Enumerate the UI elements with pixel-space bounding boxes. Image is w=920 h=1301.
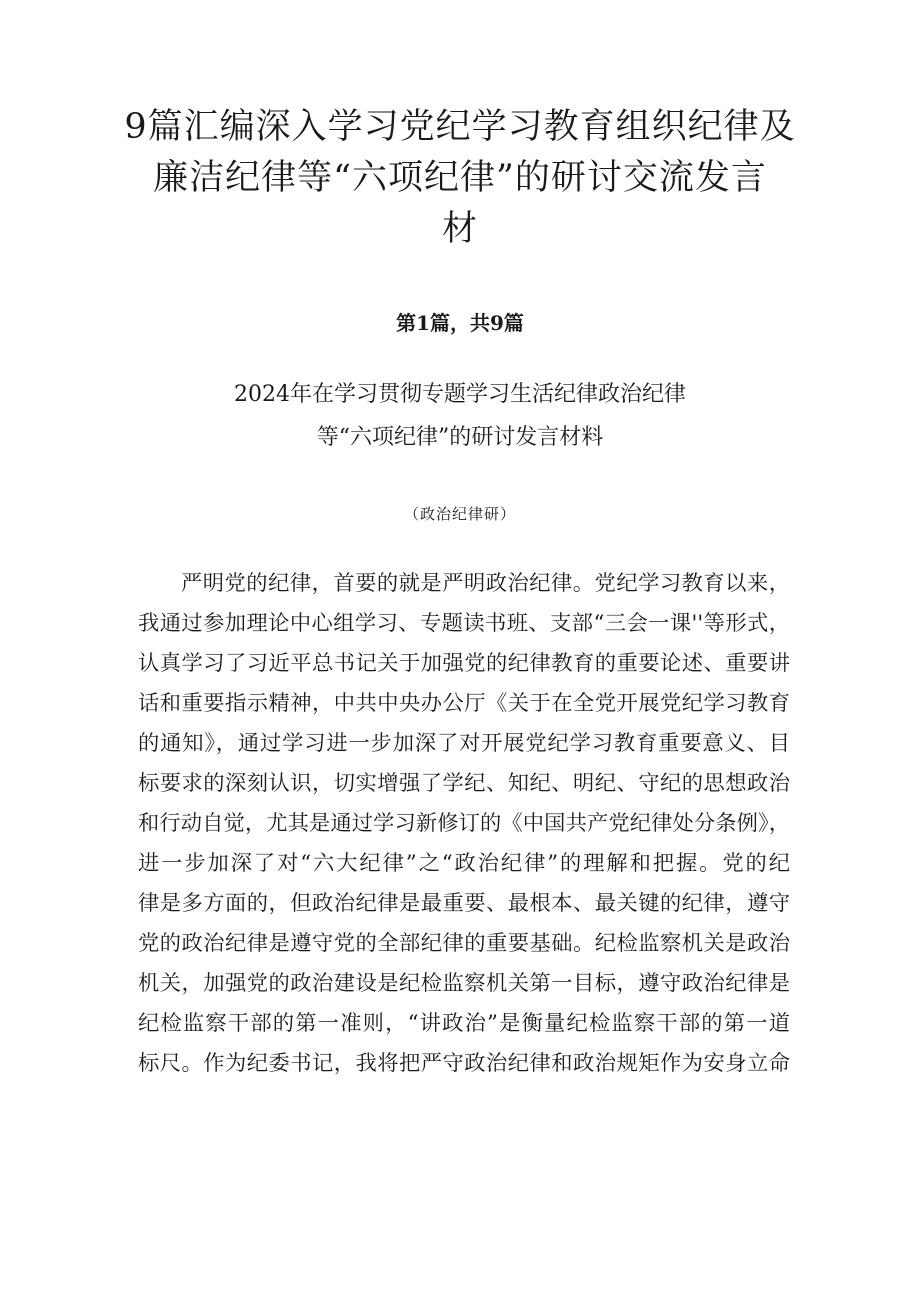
body-line: 党的政治纪律是遵守党的全部纪律的重要基础。纪检监察机关是政治 (138, 931, 790, 956)
body-line: 认真学习了习近平总书记关于加强党的纪律教育的重要论述、重要讲 (138, 651, 790, 676)
category-note: （政治纪律研） (403, 505, 516, 523)
body-line: 我通过参加理论中心组学习、专题读书班、支部“三会一课''等形式， (138, 611, 790, 636)
subtitle-line: 等“六项纪律”的研讨发言材料 (316, 425, 604, 450)
body-line: 进一步加深了对“六大纪律”之“政治纪律”的理解和把握。党的纪 (138, 851, 790, 876)
body-line: 的通知》，通过学习进一步加深了对开展党纪学习教育重要意义、目 (138, 731, 790, 756)
subtitle-line: 2024年在学习贯彻专题学习生活纪律政治纪律 (234, 382, 686, 407)
body-line: 严明党的纪律，首要的就是严明政治纪律。党纪学习教育以来， (181, 571, 790, 596)
document-title (120, 102, 800, 255)
title-line: 材 (441, 209, 478, 249)
title-line: 9篇汇编深入学习党纪学习教育组织纪律及 (124, 107, 796, 147)
title-line: 廉洁纪律等“六项纪律”的研讨交流发言 (153, 158, 767, 198)
body-line: 纪检监察干部的第一准则，“讲政治”是衡量纪检监察干部的第一道 (138, 1011, 790, 1036)
body-line: 标要求的深刻认识，切实增强了学纪、知纪、明纪、守纪的思想政治 (138, 771, 790, 796)
article-subtitle (150, 373, 770, 459)
body-line: 和行动自觉，尤其是通过学习新修订的《中国共产党纪律处分条例》， (138, 811, 790, 836)
body-line: 律是多方面的，但政治纪律是最重要、最根本、最关键的纪律，遵守 (138, 891, 790, 916)
body-paragraph (138, 564, 790, 1084)
body-line: 标尺。作为纪委书记，我将把严守政治纪律和政治规矩作为安身立命 (138, 1051, 790, 1076)
body-line: 机关，加强党的政治建设是纪检监察机关第一目标，遵守政治纪律是 (138, 971, 790, 996)
body-line: 话和重要指示精神，中共中央办公厅《关于在全党开展党纪学习教育 (138, 691, 790, 716)
part-label: 第1篇，共9篇 (396, 311, 524, 335)
